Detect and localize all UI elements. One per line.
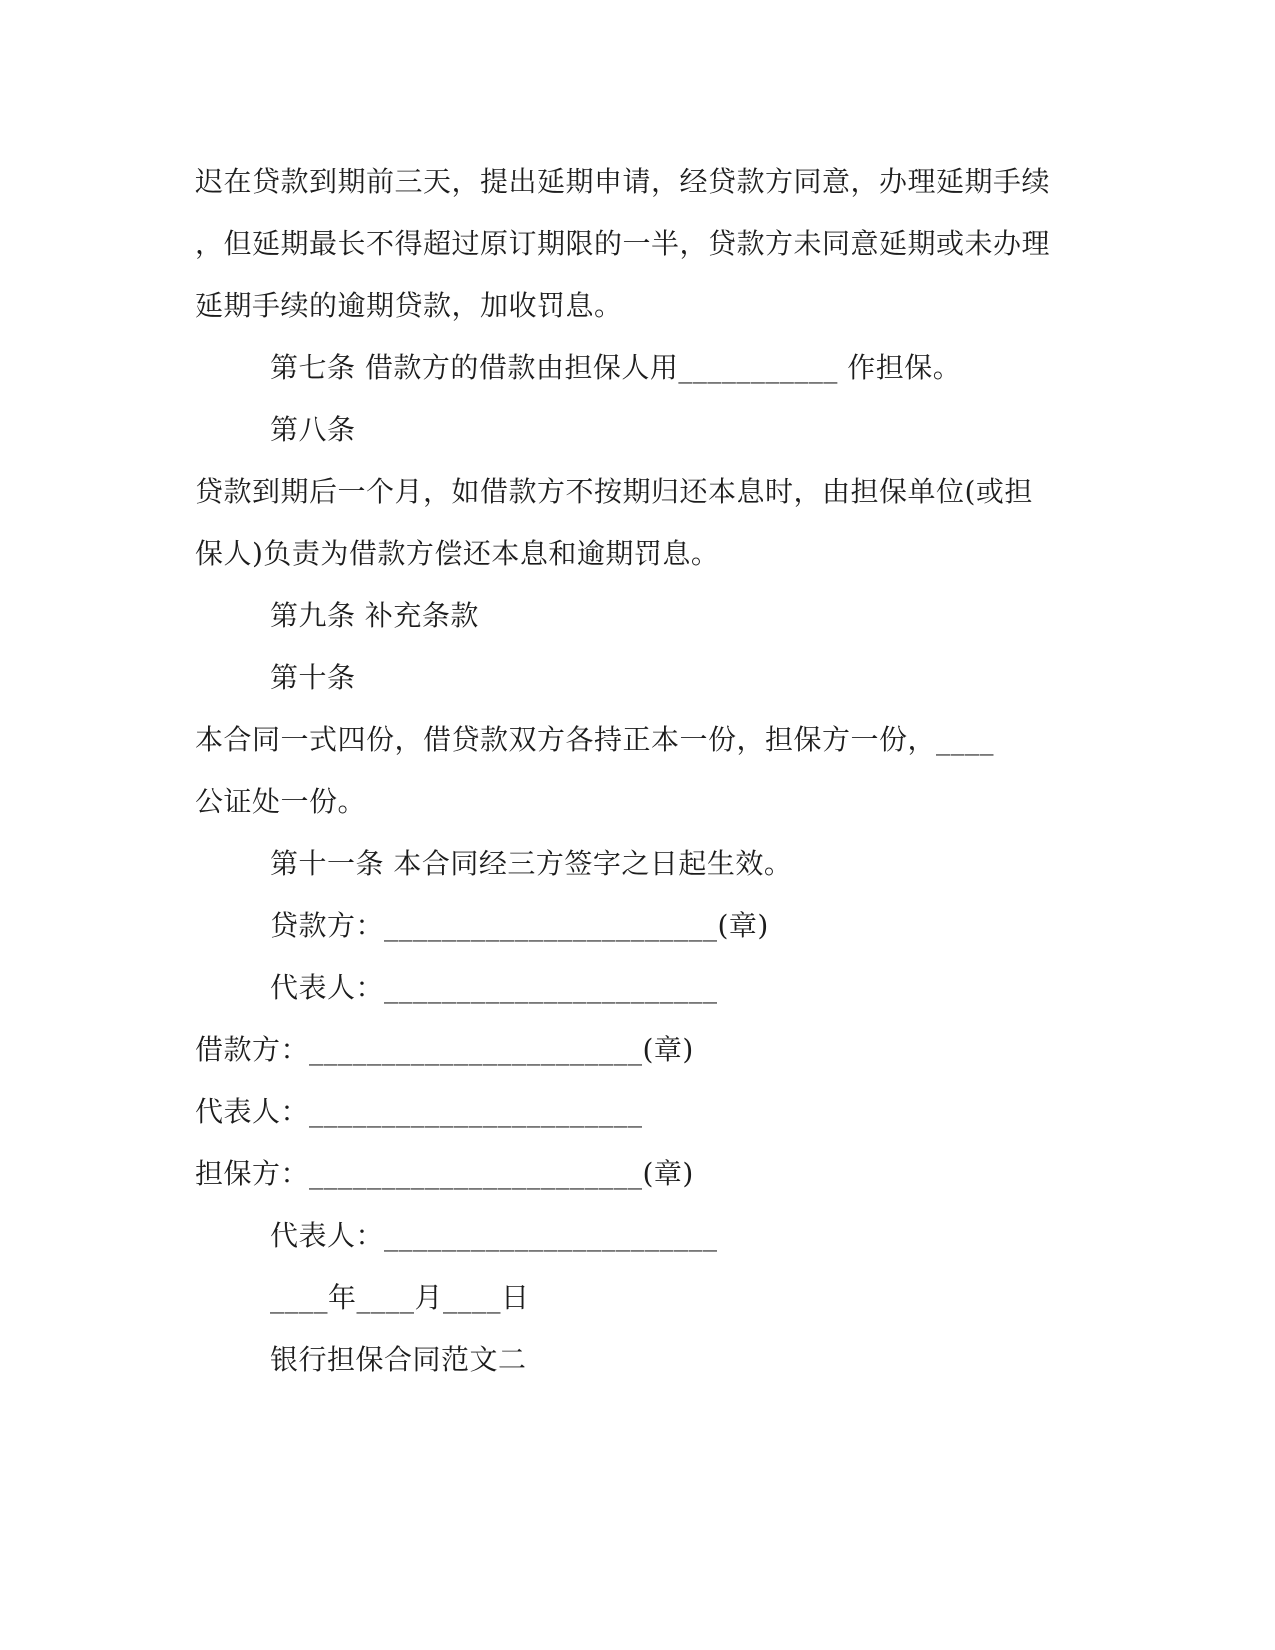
article-10-text: 公证处一份。 (195, 785, 367, 818)
article-8-heading: 第八条 (270, 413, 356, 446)
paragraph-line: 迟在贷款到期前三天，提出延期申请，经贷款方同意，办理延期手续 (195, 165, 1051, 198)
borrower-signature: 借款方：_______________________(章) (195, 1033, 694, 1066)
guarantor-signature: 担保方：_______________________(章) (195, 1157, 694, 1190)
lender-representative: 代表人：_______________________ (270, 971, 718, 1004)
article-8-text: 保人)负责为借款方偿还本息和逾期罚息。 (195, 537, 720, 570)
article-8-text: 贷款到期后一个月，如借款方不按期归还本息时，由担保单位(或担 (195, 475, 1033, 508)
next-section-title: 银行担保合同范文二 (270, 1343, 527, 1376)
date-line: ____年____月____日 (270, 1281, 530, 1314)
article-11: 第十一条 本合同经三方签字之日起生效。 (270, 847, 793, 880)
paragraph-line: ，但延期最长不得超过原订期限的一半，贷款方未同意延期或未办理 (195, 227, 1051, 260)
article-7: 第七条 借款方的借款由担保人用___________ 作担保。 (270, 351, 962, 384)
article-9: 第九条 补充条款 (270, 599, 479, 632)
article-10-heading: 第十条 (270, 661, 356, 694)
paragraph-line: 延期手续的逾期贷款，加收罚息。 (195, 289, 623, 322)
article-10-text: 本合同一式四份，借贷款双方各持正本一份，担保方一份，____ (195, 723, 995, 756)
guarantor-representative: 代表人：_______________________ (270, 1219, 718, 1252)
borrower-representative: 代表人：_______________________ (195, 1095, 643, 1128)
lender-signature: 贷款方：_______________________(章) (270, 909, 769, 942)
